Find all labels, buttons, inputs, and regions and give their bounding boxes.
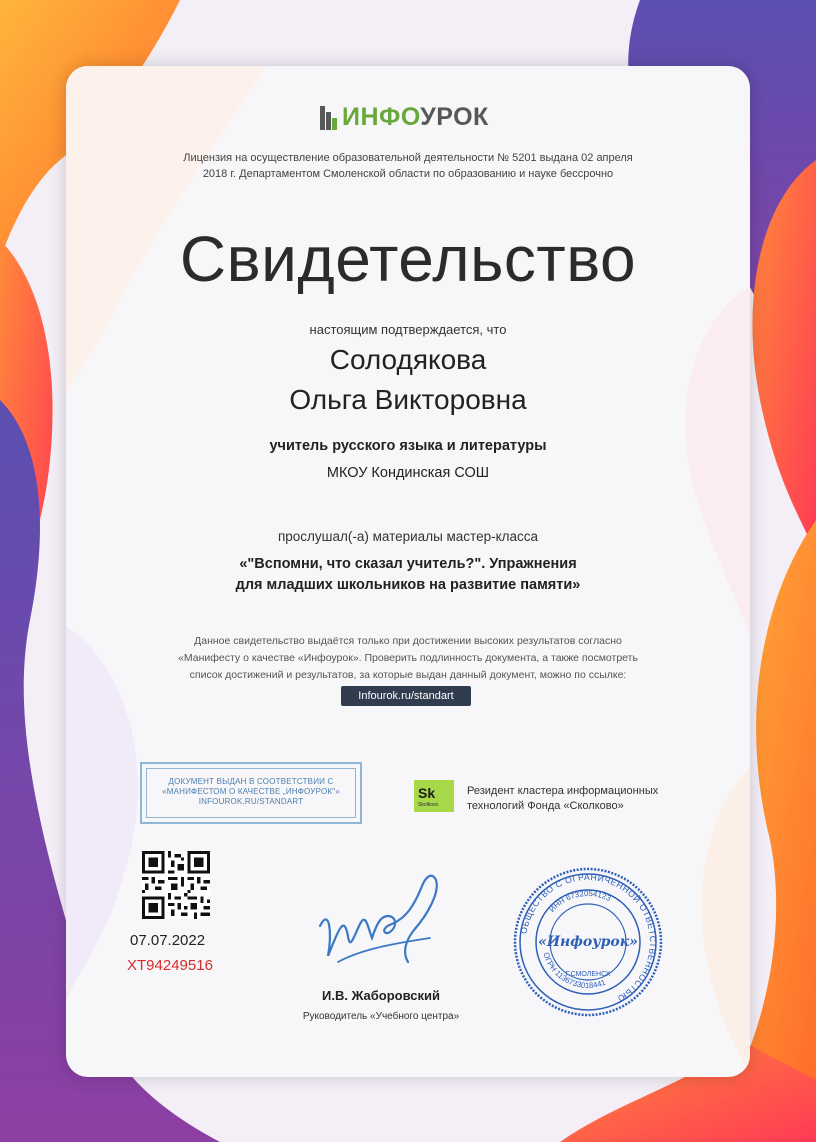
recipient-surname: Солодякова [329, 344, 487, 375]
recipient-school: МКОУ Кондинская СОШ [326, 465, 490, 481]
logo-bars-icon [320, 104, 338, 130]
manifest-stamp [140, 762, 362, 824]
certificate-number: ХТ94249516 [127, 957, 213, 974]
verification-notice [66, 633, 750, 684]
manifest-stamp-line-1: ДОКУМЕНТ ВЫДАН В СООТВЕТСТВИИ С [168, 777, 334, 786]
seal-ogrn: ОГРН 1136733018441 [541, 951, 607, 991]
seal-inn-text [547, 889, 612, 914]
logo-text-part1: ИНФО [342, 102, 421, 131]
skolkovo-logo-small: Skolkovo [418, 802, 439, 808]
certificate-title: Свидетельство [179, 223, 637, 295]
skolkovo-resident-text [467, 784, 658, 814]
skolkovo-line-1: Резидент кластера информационных [467, 785, 659, 797]
skolkovo-logo [414, 780, 454, 812]
qr-code[interactable] [142, 851, 210, 919]
skolkovo-logo-text: Sk [418, 785, 436, 801]
course-title-line-1: «"Вспомни, что сказал учитель?". Упражнения [239, 556, 577, 572]
course-title [66, 554, 750, 596]
recipient-position: учитель русского языка и литературы [269, 438, 547, 454]
license-text [66, 150, 750, 182]
infourok-logo [320, 102, 489, 132]
notice-line-2: «Манифесту о качестве «Инфоурок». Проверить подлинность документа, а также посмотреть [178, 652, 638, 664]
issue-date: 07.07.2022 [130, 932, 206, 949]
license-line-1: Лицензия на осуществление образовательной деятельности № 5201 выдана 02 апреля [183, 152, 633, 164]
seal-ring-top: ОБЩЕСТВО С ОГРАНИЧЕННОЙ ОТВЕТСТВЕННОСТЬЮ [518, 871, 659, 1005]
confirm-text: настоящим подтверждается, что [309, 322, 507, 337]
verify-link-button[interactable]: Infourok.ru/standart [341, 686, 471, 706]
notice-line-3: список достижений и результатов, за которые выдан данный документ, можно по ссылке: [189, 669, 627, 681]
manifest-stamp-line-2: «МАНИФЕСТОМ О КАЧЕСТВЕ „ИНФОУРОК"» [162, 787, 340, 796]
seal-center-text: «Инфоурок» [538, 934, 638, 950]
signer-role: Руководитель «Учебного центра» [302, 1011, 460, 1022]
recipient-name [66, 340, 750, 420]
signer-name: И.В. Жаборовский [322, 988, 440, 1003]
skolkovo-line-2: технологий Фонда «Сколково» [467, 800, 624, 812]
manifest-stamp-line-3: INFOUROK.RU/STANDART [198, 797, 304, 806]
seal-city: Г.СМОЛЕНСК [565, 971, 611, 978]
certificate-card [66, 66, 750, 1077]
course-title-line-2: для младших школьников на развитие памяти» [235, 577, 581, 593]
logo-text-part2: УРОК [420, 102, 489, 131]
license-line-2: 2018 г. Департаментом Смоленской области по образованию и науке бессрочно [202, 168, 614, 180]
recipient-given-names: Ольга Викторовна [289, 384, 527, 415]
notice-line-1: Данное свидетельство выдаётся только при достижении высоких результатов согласно [194, 635, 622, 647]
company-seal [512, 866, 664, 1018]
seal-inn: ИНН 6732054123 [547, 888, 613, 914]
listened-text: прослушал(-а) материалы мастер-класса [277, 529, 539, 544]
signature-image [310, 866, 450, 976]
